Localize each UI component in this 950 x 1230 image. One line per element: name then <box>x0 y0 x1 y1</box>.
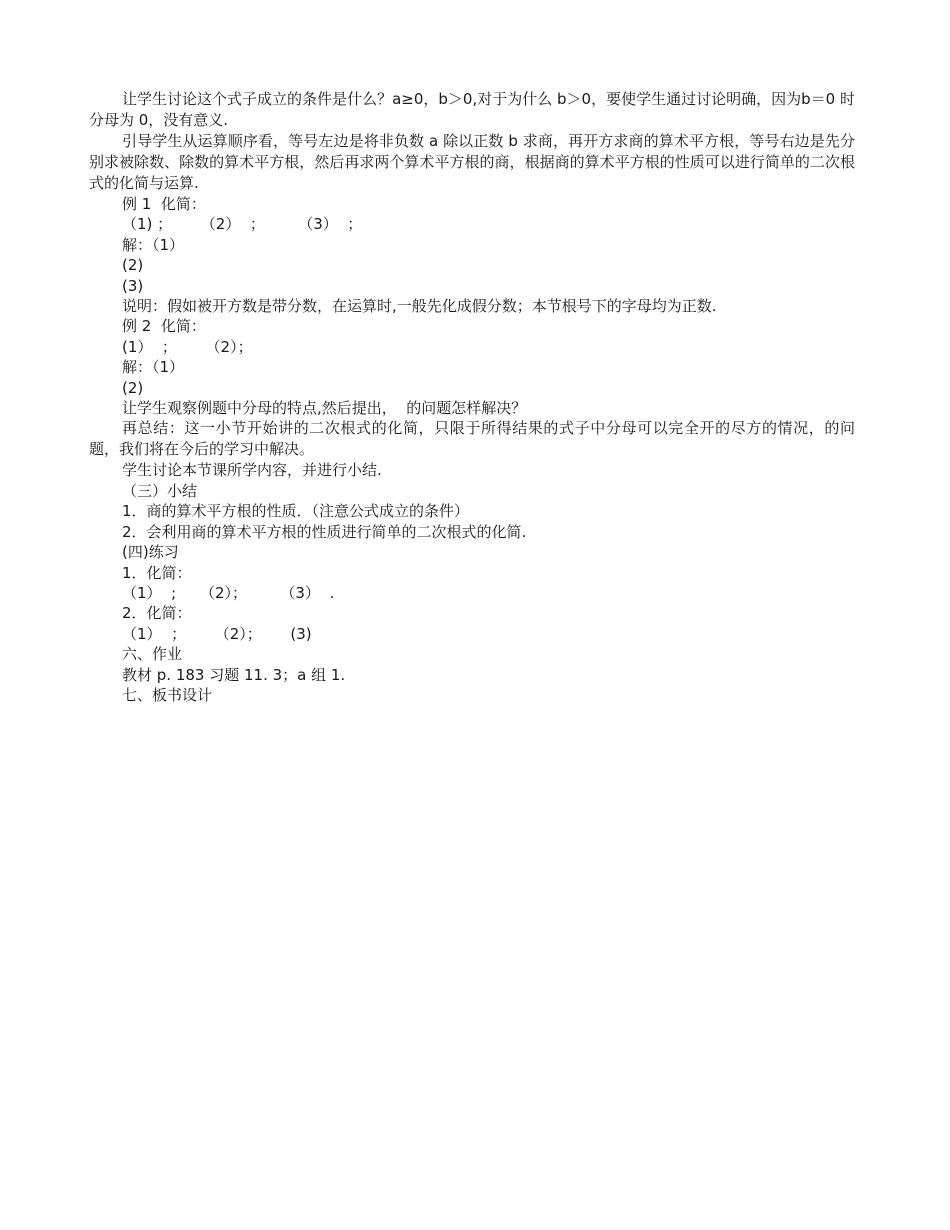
example-1-solution-1: 解：（1） <box>122 235 185 254</box>
example-2-solution-1: 解：（1） <box>122 358 185 377</box>
section-6-heading: 六、作业 <box>122 645 183 664</box>
paragraph-summary: 再总结：这一小节开始讲的二次根式的化简，只限于所得结果的式子中分母可以完全开的尽方的情况，的问题，我们将在今后的学习中解决。 <box>89 419 855 459</box>
example-1-solution-2: (2) <box>122 256 144 275</box>
summary-point-2: 2．会利用商的算术平方根的性质进行简单的二次根式的化简. <box>122 522 527 541</box>
exercise-2-items: （1） ； （2）； (3) <box>122 624 312 643</box>
homework-line: 教材 p. 183 习题 11. 3；a 组 1. <box>122 665 346 684</box>
summary-point-1: 1．商的算术平方根的性质．（注意公式成立的条件） <box>122 502 470 521</box>
exercise-1-heading: 1．化简： <box>122 563 192 582</box>
section-7-heading: 七、板书设计 <box>122 685 213 704</box>
section-4-heading: (四)练习 <box>122 543 179 562</box>
exercise-1-items: （1） ; （2）； （3） . <box>122 583 335 602</box>
example-2-solution-2: (2) <box>122 378 144 397</box>
explanation-note: 说明：假如被开方数是带分数，在运算时,一般先化成假分数；本节根号下的字母均为正数. <box>122 297 717 316</box>
example-2-heading: 例 2 化简： <box>122 317 206 336</box>
discussion-line: 学生讨论本节课所学内容，并进行小结. <box>122 461 382 480</box>
paragraph-operation-order: 引导学生从运算顺序看，等号左边是将非负数 a 除以正数 b 求商，再开方求商的算术平方根，等号右边是先分别求被除数、除数的算术平方根，然后再求两个算术平方根的商，根据商的算术平方根的性质可以进行简单的二次根式的化简与运算. <box>89 132 855 192</box>
example-1-solution-3: (3) <box>122 276 144 295</box>
example-2-items: (1） ； （2）； <box>122 337 253 356</box>
document-body <box>89 89 855 705</box>
example-1-items: （1) ； （2） ； （3） ； <box>122 215 363 234</box>
paragraph-condition-discussion: 让学生讨论这个式子成立的条件是什么？a≥0，b＞0,对于为什么 b＞0，要使学生通过讨论明确，因为b＝0 时分母为 0，没有意义. <box>89 90 855 129</box>
observation-question: 让学生观察例题中分母的特点,然后提出， 的问题怎样解决？ <box>122 399 527 418</box>
section-3-heading: （三）小结 <box>122 481 198 500</box>
exercise-2-heading: 2．化简： <box>122 604 192 623</box>
example-1-heading: 例 1 化简： <box>122 195 206 213</box>
